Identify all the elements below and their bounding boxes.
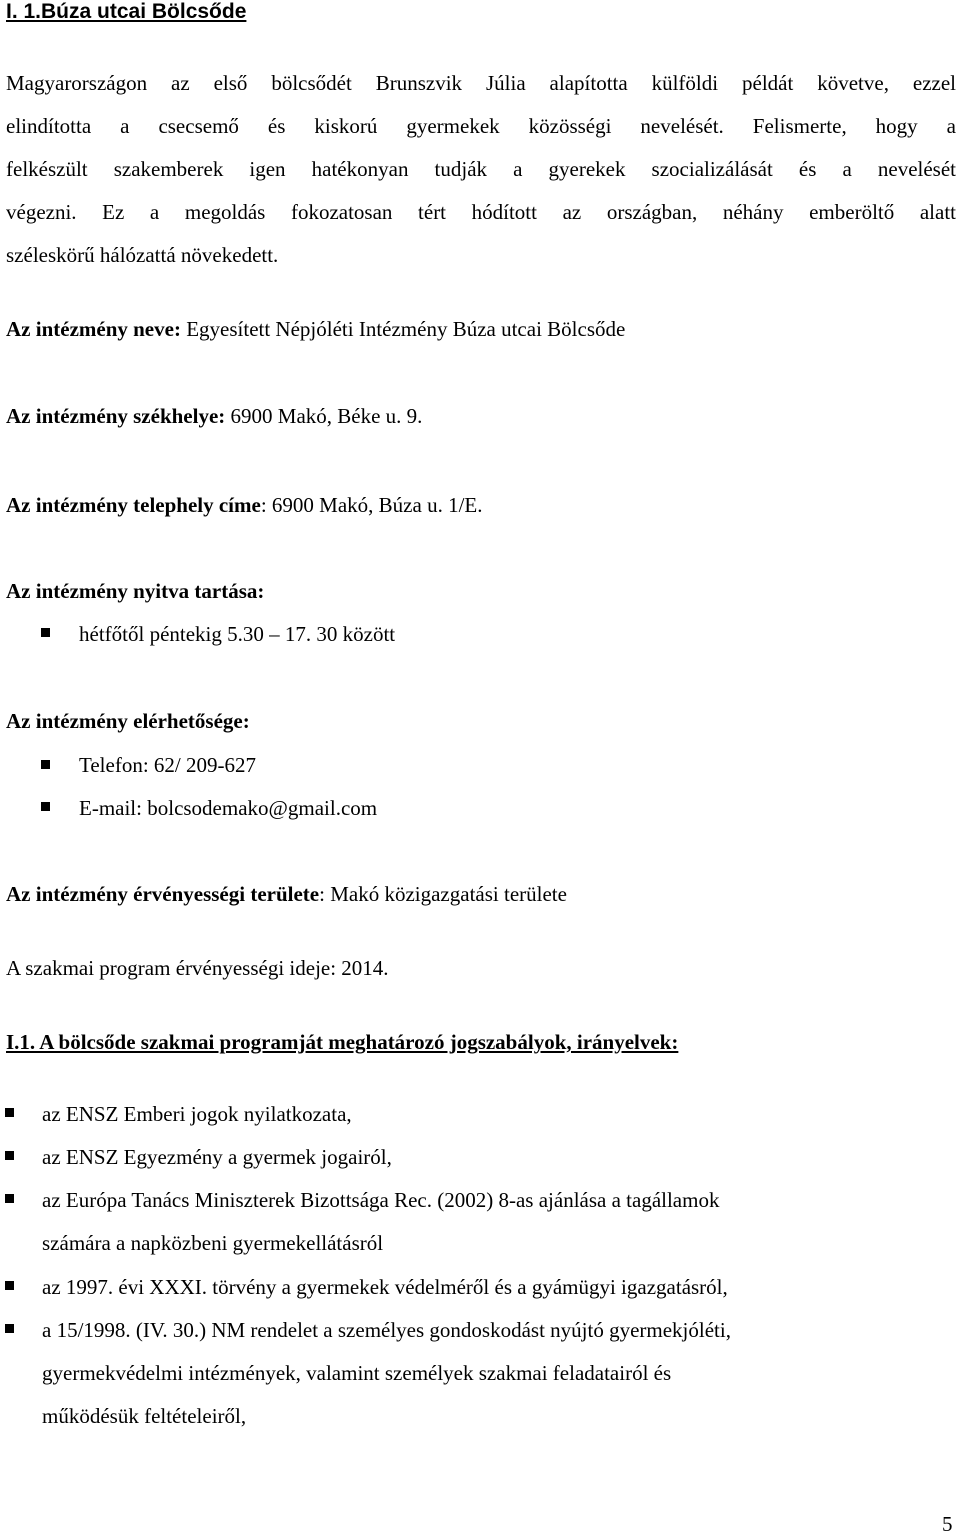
area-label: Az intézmény érvényességi területe	[6, 882, 320, 906]
opening-hours-item: hétfőtől péntekig 5.30 – 17. 30 között	[79, 622, 396, 646]
institution-site	[6, 493, 482, 518]
bullet-icon	[41, 628, 50, 637]
bullet-icon	[41, 802, 50, 811]
section-title: I. 1.Búza utcai Bölcsőde	[6, 0, 247, 23]
name-value: Egyesített Népjóléti Intézmény Búza utcai Bölcsőde	[180, 317, 626, 341]
intro-paragraph	[6, 62, 956, 277]
intro-line: elindította a csecsemő és kiskorú gyermekek közösségi nevelését. Felismerte, hogy a	[6, 114, 956, 138]
regulation-item-continuation: számára a napközbeni gyermekellátásról	[42, 1231, 384, 1255]
regulation-item-continuation: gyermekvédelmi intézmények, valamint személyek szakmai feladatairól és	[42, 1361, 672, 1385]
contact-label: Az intézmény elérhetősége:	[6, 709, 250, 733]
site-label: Az intézmény telephely címe	[6, 493, 261, 517]
seat-value: 6900 Makó, Béke u. 9.	[225, 404, 423, 428]
regulation-item: az 1997. évi XXXI. törvény a gyermekek védelméről és a gyámügyi igazgatásról,	[42, 1275, 728, 1299]
regulation-item: a 15/1998. (IV. 30.) NM rendelet a személyes gondoskodást nyújtó gyermekjóléti,	[42, 1318, 731, 1342]
contact-phone: Telefon: 62/ 209-627	[79, 753, 256, 777]
opening-hours-label: Az intézmény nyitva tartása:	[6, 579, 265, 603]
subsection-title: I.1. A bölcsőde szakmai programját meghatározó jogszabályok, irányelvek:	[6, 1030, 679, 1054]
institution-name	[6, 317, 625, 342]
intro-line: széleskörű hálózattá növekedett.	[6, 243, 279, 267]
page-number: 5	[942, 1512, 953, 1536]
regulation-item: az ENSZ Emberi jogok nyilatkozata,	[42, 1102, 352, 1126]
area-value: : Makó közigazgatási területe	[319, 882, 567, 906]
contact-email: E-mail: bolcsodemako@gmail.com	[79, 796, 378, 820]
seat-label: Az intézmény székhelye:	[6, 404, 226, 428]
intro-line: felkészült szakemberek igen hatékonyan tudják a gyerekek szocializálását és a nevelését	[6, 157, 956, 181]
name-label: Az intézmény neve:	[6, 317, 181, 341]
program-validity: A szakmai program érvényességi ideje: 2014.	[6, 956, 389, 980]
bullet-icon	[5, 1108, 14, 1117]
bullet-icon	[5, 1324, 14, 1333]
institution-seat	[6, 404, 422, 429]
validity-area	[6, 882, 567, 907]
regulation-item-continuation: működésük feltételeiről,	[42, 1404, 247, 1428]
bullet-icon	[41, 760, 50, 769]
bullet-icon	[5, 1194, 14, 1203]
intro-line: végezni. Ez a megoldás fokozatosan tért hódított az országban, néhány emberöltő alatt	[6, 200, 956, 224]
intro-line: Magyarországon az első bölcsődét Brunszvik Júlia alapította külföldi példát követve, ezzel	[6, 71, 956, 95]
site-value: : 6900 Makó, Búza u. 1/E.	[260, 493, 483, 517]
regulation-item: az Európa Tanács Miniszterek Bizottsága Rec. (2002) 8-as ajánlása a tagállamok	[42, 1188, 720, 1212]
bullet-icon	[5, 1151, 14, 1160]
regulation-item: az ENSZ Egyezmény a gyermek jogairól,	[42, 1145, 392, 1169]
bullet-icon	[5, 1281, 14, 1290]
